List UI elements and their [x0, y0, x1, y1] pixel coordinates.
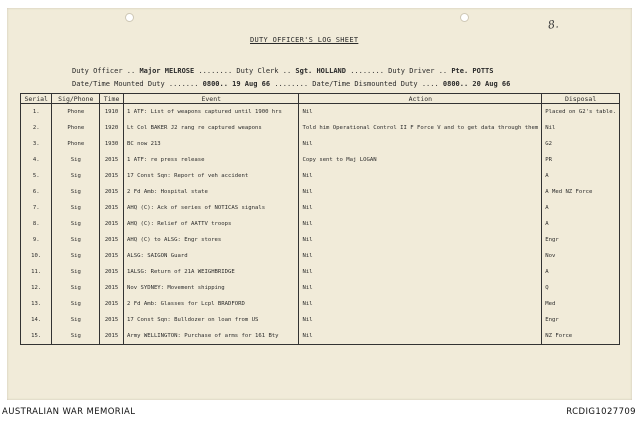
- row-disposal: Engr: [542, 312, 620, 328]
- row-sig-phone: Sig: [52, 152, 100, 168]
- table-row: [21, 328, 620, 345]
- row-time: 1930: [100, 136, 124, 152]
- table-row: [21, 312, 620, 328]
- row-event: Nov SYDNEY: Movement shipping: [124, 280, 299, 296]
- table-row: [21, 200, 620, 216]
- row-event: 1 ATF: re press release: [124, 152, 299, 168]
- row-sig-phone: Sig: [52, 264, 100, 280]
- col-time: Time: [100, 94, 124, 104]
- row-time: 2015: [100, 232, 124, 248]
- row-action: Nil: [299, 248, 542, 264]
- row-action: Nil: [299, 200, 542, 216]
- table-row: [21, 264, 620, 280]
- row-time: 2015: [100, 200, 124, 216]
- dismounted-value: 0800.. 20 Aug 66: [442, 80, 511, 88]
- row-event: BC now 213: [124, 136, 299, 152]
- row-serial: 7.: [21, 200, 52, 216]
- duty-driver-value: Pte. POTTS: [451, 67, 494, 75]
- log-table-header: [21, 94, 620, 104]
- row-action: Nil: [299, 280, 542, 296]
- row-sig-phone: Sig: [52, 184, 100, 200]
- row-action: Nil: [299, 328, 542, 345]
- mounted-label: Date/Time Mounted Duty .......: [72, 80, 199, 88]
- row-sig-phone: Sig: [52, 312, 100, 328]
- table-row: [21, 296, 620, 312]
- row-disposal: NZ Force: [542, 328, 620, 345]
- row-disposal: Engr: [542, 232, 620, 248]
- archive-reference: RCDIG1027709: [566, 407, 636, 417]
- row-sig-phone: Sig: [52, 168, 100, 184]
- row-action: Nil: [299, 312, 542, 328]
- table-row: [21, 232, 620, 248]
- row-sig-phone: Phone: [52, 104, 100, 121]
- row-serial: 15.: [21, 328, 52, 345]
- col-disposal: Disposal: [542, 94, 620, 104]
- row-serial: 14.: [21, 312, 52, 328]
- row-sig-phone: Sig: [52, 328, 100, 345]
- dismounted-label: ........ Date/Time Dismounted Duty ....: [274, 80, 439, 88]
- row-time: 2015: [100, 248, 124, 264]
- row-event: AHQ (C): Ack of series of NOTICAS signals: [124, 200, 299, 216]
- row-sig-phone: Phone: [52, 120, 100, 136]
- row-event: 17 Const Sqn: Bulldozer on loan from US: [124, 312, 299, 328]
- row-serial: 6.: [21, 184, 52, 200]
- table-row: [21, 280, 620, 296]
- row-serial: 13.: [21, 296, 52, 312]
- row-serial: 9.: [21, 232, 52, 248]
- row-action: Nil: [299, 264, 542, 280]
- table-row: [21, 120, 620, 136]
- duty-line-2: [72, 80, 510, 88]
- row-sig-phone: Sig: [52, 280, 100, 296]
- duty-officer-value: Major MELROSE: [139, 67, 195, 75]
- row-disposal: Q: [542, 280, 620, 296]
- row-sig-phone: Phone: [52, 136, 100, 152]
- row-serial: 8.: [21, 216, 52, 232]
- row-time: 2015: [100, 280, 124, 296]
- row-time: 2015: [100, 296, 124, 312]
- col-sig-phone: Sig/Phone: [52, 94, 100, 104]
- row-event: 1 ATF: List of weapons captured until 1900 hrs: [124, 104, 299, 121]
- row-action: Copy sent to Maj LOGAN: [299, 152, 542, 168]
- row-disposal: Med: [542, 296, 620, 312]
- col-event: Event: [124, 94, 299, 104]
- row-action: Nil: [299, 136, 542, 152]
- row-serial: 2.: [21, 120, 52, 136]
- row-disposal: A: [542, 264, 620, 280]
- col-serial: Serial: [21, 94, 52, 104]
- table-row: [21, 248, 620, 264]
- duty-driver-label: ........ Duty Driver ..: [350, 67, 448, 75]
- table-row: [21, 136, 620, 152]
- row-action: Nil: [299, 104, 542, 121]
- duty-clerk-value: Sgt. HOLLAND: [295, 67, 346, 75]
- row-disposal: A: [542, 216, 620, 232]
- table-row: [21, 152, 620, 168]
- row-action: Told him Operational Control II F Force V and to get data through them: [299, 120, 542, 136]
- row-time: 2015: [100, 328, 124, 345]
- punch-hole-right: [460, 13, 469, 22]
- archive-credit: AUSTRALIAN WAR MEMORIAL: [2, 407, 136, 417]
- duty-line-1: [72, 67, 494, 75]
- row-time: 2015: [100, 312, 124, 328]
- row-event: 17 Const Sqn: Report of veh accident: [124, 168, 299, 184]
- row-event: AHQ (C) to ALSG: Engr stores: [124, 232, 299, 248]
- row-action: Nil: [299, 296, 542, 312]
- row-time: 2015: [100, 168, 124, 184]
- table-row: [21, 216, 620, 232]
- row-time: 2015: [100, 264, 124, 280]
- duty-clerk-label: ........ Duty Clerk ..: [198, 67, 292, 75]
- row-disposal: A Med NZ Force: [542, 184, 620, 200]
- row-disposal: A: [542, 168, 620, 184]
- row-serial: 5.: [21, 168, 52, 184]
- row-event: Army WELLINGTON: Purchase of arms for 161 Bty: [124, 328, 299, 345]
- row-time: 2015: [100, 184, 124, 200]
- log-table: [20, 93, 620, 345]
- row-action: Nil: [299, 216, 542, 232]
- row-sig-phone: Sig: [52, 296, 100, 312]
- mounted-value: 0800.. 19 Aug 66: [202, 80, 271, 88]
- row-serial: 1.: [21, 104, 52, 121]
- row-disposal: G2: [542, 136, 620, 152]
- table-row: [21, 104, 620, 121]
- row-event: 2 Fd Amb: Hospital state: [124, 184, 299, 200]
- col-action: Action: [299, 94, 542, 104]
- row-disposal: A: [542, 200, 620, 216]
- row-time: 1920: [100, 120, 124, 136]
- row-serial: 3.: [21, 136, 52, 152]
- row-disposal: Nil: [542, 120, 620, 136]
- row-sig-phone: Sig: [52, 200, 100, 216]
- table-row: [21, 184, 620, 200]
- row-sig-phone: Sig: [52, 232, 100, 248]
- punch-hole-left: [125, 13, 134, 22]
- row-action: Nil: [299, 184, 542, 200]
- row-action: Nil: [299, 168, 542, 184]
- row-event: 2 Fd Amb: Glasses for Lcpl BRADFORD: [124, 296, 299, 312]
- row-action: Nil: [299, 232, 542, 248]
- table-row: [21, 168, 620, 184]
- row-sig-phone: Sig: [52, 216, 100, 232]
- row-serial: 12.: [21, 280, 52, 296]
- document-title: DUTY OFFICER'S LOG SHEET: [250, 36, 359, 44]
- handwritten-page-number: 8.: [547, 17, 560, 32]
- row-event: ALSG: SAIGON Guard: [124, 248, 299, 264]
- row-serial: 10.: [21, 248, 52, 264]
- row-disposal: PR: [542, 152, 620, 168]
- row-event: 1ALSG: Return of 21A WEIGHBRIDGE: [124, 264, 299, 280]
- row-event: Lt Col BAKER J2 rang re captured weapons: [124, 120, 299, 136]
- duty-officer-label: Duty Officer ..: [72, 67, 136, 75]
- row-time: 2015: [100, 216, 124, 232]
- row-serial: 11.: [21, 264, 52, 280]
- row-time: 2015: [100, 152, 124, 168]
- row-time: 1910: [100, 104, 124, 121]
- row-sig-phone: Sig: [52, 248, 100, 264]
- row-disposal: Nov: [542, 248, 620, 264]
- row-disposal: Placed on G2's table.: [542, 104, 620, 121]
- row-serial: 4.: [21, 152, 52, 168]
- row-event: AHQ (C): Relief of AATTV troops: [124, 216, 299, 232]
